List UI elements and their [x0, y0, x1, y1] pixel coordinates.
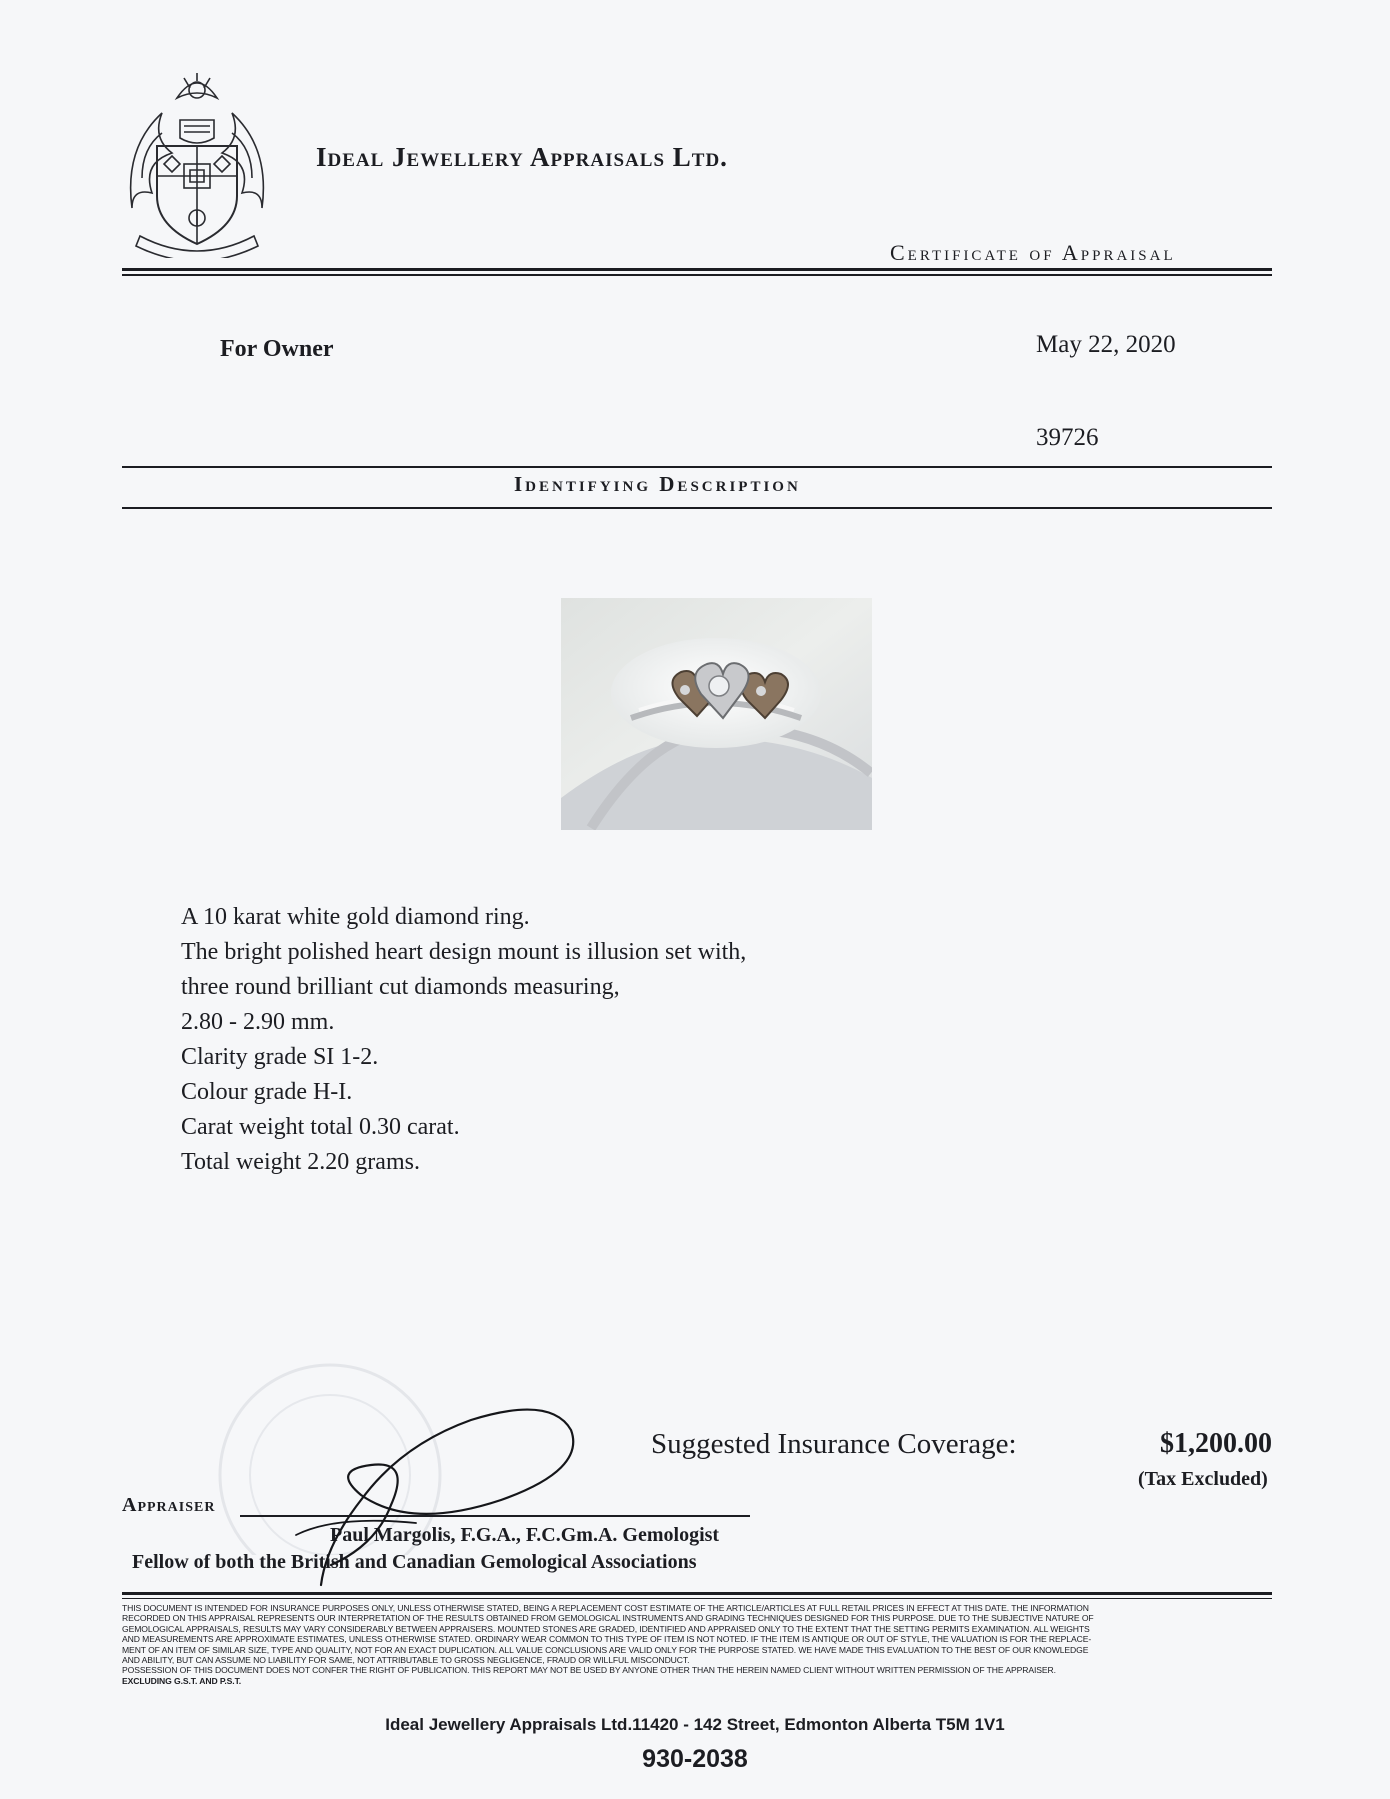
ring-photo: [561, 598, 872, 830]
disclaimer-line: RECORDED ON THIS APPRAISAL REPRESENTS OUR INTERPRETATION OF THE RESULTS OBTAINED FROM GEMOLOGICAL INSTRUMENTS AND GRADING TECHNIQUES DESIGNED FOR THIS PURPOSE. DUE TO THE SUBJECTIVE NATURE OF: [122, 1613, 1094, 1624]
disclaimer-line: MENT OF AN ITEM OF SIMILAR SIZE, TYPE AND QUALITY, NOT FOR AN EXACT DUPLICATION. ALL VALUE CONCLUSIONS ARE VALID ONLY FOR THE PURPOSE STATED. WE HAVE MADE THIS EVALUATION TO THE BEST OF OUR KNOWLEDGE: [122, 1644, 1089, 1655]
header-rule-thick: [122, 268, 1272, 271]
description-line: The bright polished heart design mount is illusion set with,: [181, 939, 747, 965]
description-line: A 10 karat white gold diamond ring.: [181, 904, 530, 930]
description-line: Carat weight total 0.30 carat.: [181, 1114, 460, 1140]
coat-of-arms-logo: [122, 58, 272, 258]
footer-phone: 930-2038: [642, 1745, 748, 1773]
description-line: three round brilliant cut diamonds measuring,: [181, 974, 620, 1000]
coverage-label: Suggested Insurance Coverage:: [651, 1428, 1017, 1460]
disclaimer-line: POSSESSION OF THIS DOCUMENT DOES NOT CONFER THE RIGHT OF PUBLICATION. THIS REPORT MAY NOT BE USED BY ANYONE OTHER THAN THE HEREIN NAMED CLIENT WITHOUT WRITTEN PERMISSION OF THE APPRAISER.: [122, 1665, 1056, 1676]
description-line: Colour grade H-I.: [181, 1079, 353, 1105]
legal-disclaimer: [122, 1603, 1272, 1686]
company-name: Ideal Jewellery Appraisals Ltd.: [316, 142, 728, 172]
header-rule-thin: [122, 274, 1272, 276]
description-line: 2.80 - 2.90 mm.: [181, 1009, 335, 1035]
appraiser-credentials: Fellow of both the British and Canadian Gemological Associations: [132, 1551, 697, 1573]
description-line: Clarity grade SI 1-2.: [181, 1044, 379, 1070]
appraiser-name: Paul Margolis, F.G.A., F.C.Gm.A. Gemologist: [330, 1524, 720, 1546]
disclaimer-line: AND ABILITY, BUT CAN ASSUME NO LIABILITY FOR SAME, NOT ATTRIBUTABLE TO GROSS NEGLIGENCE, FRAUD OR WILLFUL MISCONDUCT.: [122, 1655, 690, 1666]
disclaimer-line: AND MEASUREMENTS ARE APPROXIMATE ESTIMATES, UNLESS OTHERWISE STATED. ORDINARY WEAR COMMON TO THIS TYPE OF ITEM IS NOT NOTED. IF THE ITEM IS ANTIQUE OR OUT OF STYLE, THE VALUATION IS FOR THE REPLACE-: [122, 1634, 1092, 1645]
appraiser-label: Appraiser: [122, 1494, 216, 1516]
section-rule-bottom: [122, 507, 1272, 509]
coverage-tax-note: (Tax Excluded): [1138, 1468, 1268, 1490]
appraiser-signature: [226, 1385, 576, 1590]
section-title: Identifying Description: [514, 472, 801, 496]
disclaimer-line: THIS DOCUMENT IS INTENDED FOR INSURANCE PURPOSES ONLY, UNLESS OTHERWISE STATED, BEING A REPLACEMENT COST ESTIMATE OF THE ARTICLE/ARTICLES AT FULL RETAIL PRICES IN EFFECT AT THIS DATE. THE INFORMATION: [122, 1603, 1089, 1613]
disclaimer-line: GEMOLOGICAL APPRAISALS, RESULTS MAY VARY CONSIDERABLY BETWEEN APPRAISERS. MOUNTED STONES ARE GRADED, IDENTIFIED AND APPRAISED ONLY TO THE EXTENT THAT THE SETTING PERMITS EXAMINATION. ALL WEIGHTS: [122, 1623, 1090, 1634]
description-line: Total weight 2.20 grams.: [181, 1149, 420, 1175]
footer-address: Ideal Jewellery Appraisals Ltd.11420 - 142 Street, Edmonton Alberta T5M 1V1: [385, 1715, 1005, 1734]
disclaimer-rule-thin: [122, 1598, 1272, 1599]
coverage-value: $1,200.00: [1160, 1428, 1272, 1459]
appraisal-date: May 22, 2020: [1036, 331, 1176, 358]
owner-label: For Owner: [220, 336, 334, 362]
tax-exclusion-note: EXCLUDING G.S.T. AND P.S.T.: [122, 1675, 242, 1686]
section-rule-top: [122, 466, 1272, 468]
reference-number: 39726: [1036, 424, 1099, 451]
certificate-title: Certificate of Appraisal: [890, 240, 1176, 265]
item-description: [181, 900, 746, 1180]
disclaimer-rule-thick: [122, 1592, 1272, 1595]
